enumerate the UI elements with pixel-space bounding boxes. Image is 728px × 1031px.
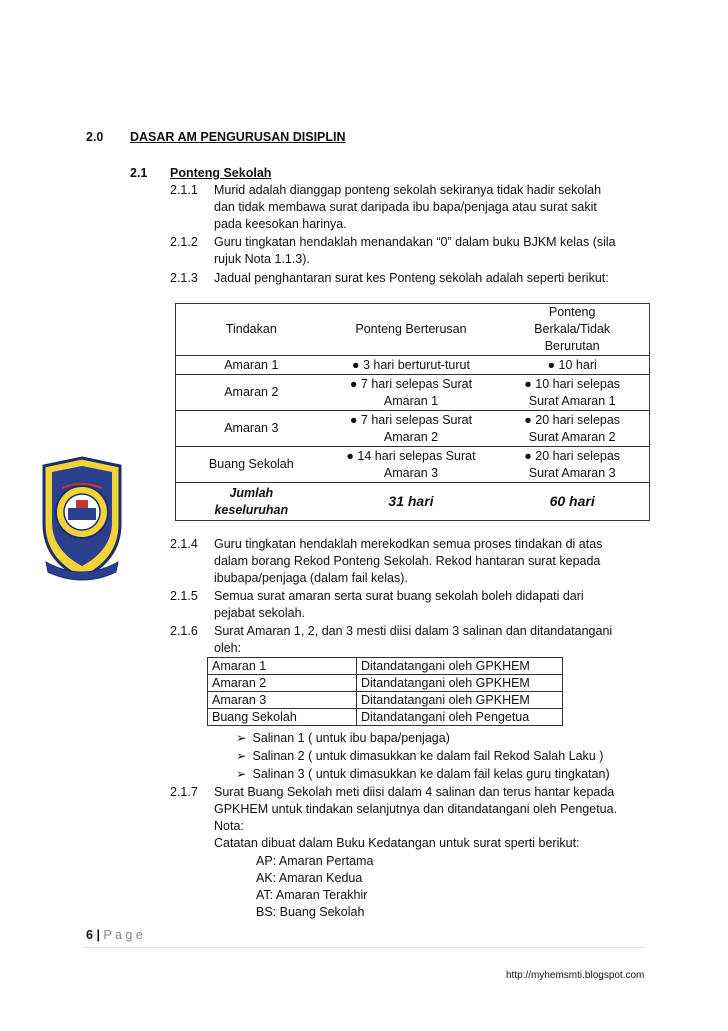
item-number: 2.1.1 xyxy=(170,183,198,197)
table-total-value: 60 hari xyxy=(495,483,649,521)
table-cell: ● 20 hari selepas Surat Amaran 3 xyxy=(495,447,649,483)
table-cell: Ditandatangani oleh GPKHEM xyxy=(357,675,563,692)
page-footer: 6 | P a g e xyxy=(86,928,143,942)
item-text: GPKHEM untuk tindakan selanjutnya dan ditandatangani oleh Pengetua. xyxy=(214,802,618,816)
signature-table xyxy=(207,657,563,726)
section-number: 2.0 xyxy=(86,130,104,144)
table-header: Ponteng Berterusan xyxy=(327,304,496,356)
table-header: Ponteng Berkala/Tidak Berurutan xyxy=(495,304,649,356)
table-cell: ● 10 hari selepas Surat Amaran 1 xyxy=(495,375,649,411)
item-number: 2.1.7 xyxy=(170,785,198,799)
table-cell: ● 20 hari selepas Surat Amaran 2 xyxy=(495,411,649,447)
item-number: 2.1.4 xyxy=(170,537,198,551)
item-number: 2.1.6 xyxy=(170,624,198,638)
table-cell: Amaran 3 xyxy=(176,411,327,447)
subsection-title: Ponteng Sekolah xyxy=(170,166,272,180)
school-logo xyxy=(36,452,128,584)
table-cell: ● 14 hari selepas Surat Amaran 3 xyxy=(327,447,496,483)
table-cell: Amaran 1 xyxy=(208,658,357,675)
table-total-value: 31 hari xyxy=(327,483,496,521)
item-text: Surat Buang Sekolah meti diisi dalam 4 salinan dan terus hantar kepada xyxy=(214,785,615,799)
table-header: Tindakan xyxy=(176,304,327,356)
item-text: Guru tingkatan hendaklah merekodkan semua proses tindakan di atas xyxy=(214,537,603,551)
table-cell: ● 7 hari selepas Surat Amaran 1 xyxy=(327,375,496,411)
table-cell: Ditandatangani oleh GPKHEM xyxy=(357,692,563,709)
item-text: Surat Amaran 1, 2, dan 3 mesti diisi dalam 3 salinan dan ditandatangani xyxy=(214,624,613,638)
table-cell: Amaran 3 xyxy=(208,692,357,709)
table-cell: Ditandatangani oleh Pengetua xyxy=(357,709,563,726)
section-title: DASAR AM PENGURUSAN DISIPLIN xyxy=(130,130,346,144)
item-text: Nota: xyxy=(214,819,244,833)
item-text: oleh: xyxy=(214,641,242,655)
abbrev-item: BS: Buang Sekolah xyxy=(256,905,365,919)
subsection-number: 2.1 xyxy=(130,166,148,180)
table-cell: Ditandatangani oleh GPKHEM xyxy=(357,658,563,675)
page-word: P a g e xyxy=(103,928,143,942)
table-cell: ● 3 hari berturut-turut xyxy=(327,356,496,375)
footer-url: http://myhemsmti.blogspot.com xyxy=(506,970,645,981)
item-text: Jadual penghantaran surat kes Ponteng sekolah adalah seperti berikut: xyxy=(214,271,609,285)
table-cell: Buang Sekolah xyxy=(208,709,357,726)
item-text: dan tidak membawa surat daripada ibu bapa/penjaga atau surat sakit xyxy=(214,200,597,214)
item-text: pada keesokan harinya. xyxy=(214,217,347,231)
abbrev-item: AK: Amaran Kedua xyxy=(256,871,363,885)
table-cell: ● 10 hari xyxy=(495,356,649,375)
abbrev-item: AT: Amaran Terakhir xyxy=(256,888,368,902)
item-text: pejabat sekolah. xyxy=(214,606,306,620)
list-item: ➢ Salinan 3 ( untuk dimasukkan ke dalam fail kelas guru tingkatan) xyxy=(236,766,610,783)
item-text: rujuk Nota 1.1.3). xyxy=(214,252,310,266)
table-total-label: Jumlah keseluruhan xyxy=(176,483,327,521)
item-text: Catatan dibuat dalam Buku Kedatangan untuk surat sperti berikut: xyxy=(214,836,580,850)
table-cell: Amaran 2 xyxy=(176,375,327,411)
table-cell: Amaran 2 xyxy=(208,675,357,692)
item-text: Murid adalah dianggap ponteng sekolah sekiranya tidak hadir sekolah xyxy=(214,183,602,197)
footer-rule xyxy=(84,947,644,948)
item-number: 2.1.5 xyxy=(170,589,198,603)
item-text: dalam borang Rekod Ponteng Sekolah. Rekod hantaran surat kepada xyxy=(214,554,601,568)
item-number: 2.1.3 xyxy=(170,271,198,285)
table-cell: ● 7 hari selepas Surat Amaran 2 xyxy=(327,411,496,447)
ponteng-table xyxy=(175,303,650,521)
list-item: ➢ Salinan 2 ( untuk dimasukkan ke dalam fail Rekod Salah Laku ) xyxy=(236,748,603,765)
table-cell: Amaran 1 xyxy=(176,356,327,375)
item-text: Semua surat amaran serta surat buang sekolah boleh didapati dari xyxy=(214,589,584,603)
page-number: 6 xyxy=(86,928,93,942)
table-cell: Buang Sekolah xyxy=(176,447,327,483)
item-number: 2.1.2 xyxy=(170,235,198,249)
list-item: ➢ Salinan 1 ( untuk ibu bapa/penjaga) xyxy=(236,730,450,747)
abbrev-item: AP: Amaran Pertama xyxy=(256,854,374,868)
item-text: Guru tingkatan hendaklah menandakan “0” dalam buku BJKM kelas (sila xyxy=(214,235,616,249)
item-text: ibubapa/penjaga (dalam fail kelas). xyxy=(214,571,408,585)
